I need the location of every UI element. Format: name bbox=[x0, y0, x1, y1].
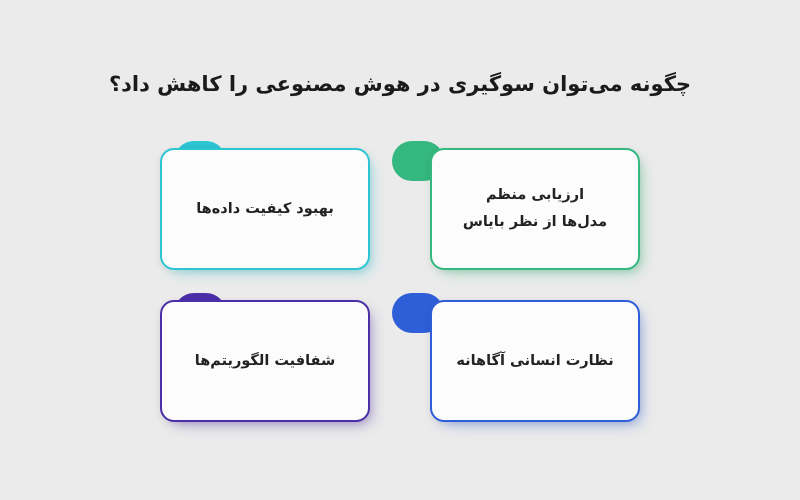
card-label: بهبود کیفیت داده‌ها bbox=[196, 200, 334, 217]
card-algorithm-transparency[interactable] bbox=[160, 300, 370, 422]
card-label: نظارت انسانی آگاهانه bbox=[456, 352, 614, 369]
card-grid bbox=[160, 148, 640, 423]
page-title: چگونه می‌توان سوگیری در هوش مصنوعی را کاهش داد؟ bbox=[108, 72, 692, 96]
card-data-quality[interactable] bbox=[160, 148, 370, 270]
card-line-2: مدل‌ها از نظر بایاس bbox=[462, 214, 608, 230]
card-label: شفافیت الگوریتم‌ها bbox=[194, 352, 336, 369]
card-label bbox=[447, 182, 623, 236]
card-regular-bias-evaluation[interactable] bbox=[430, 148, 640, 270]
card-human-oversight[interactable] bbox=[430, 300, 640, 422]
card-line-1: ارزیابی منظم bbox=[485, 187, 585, 204]
